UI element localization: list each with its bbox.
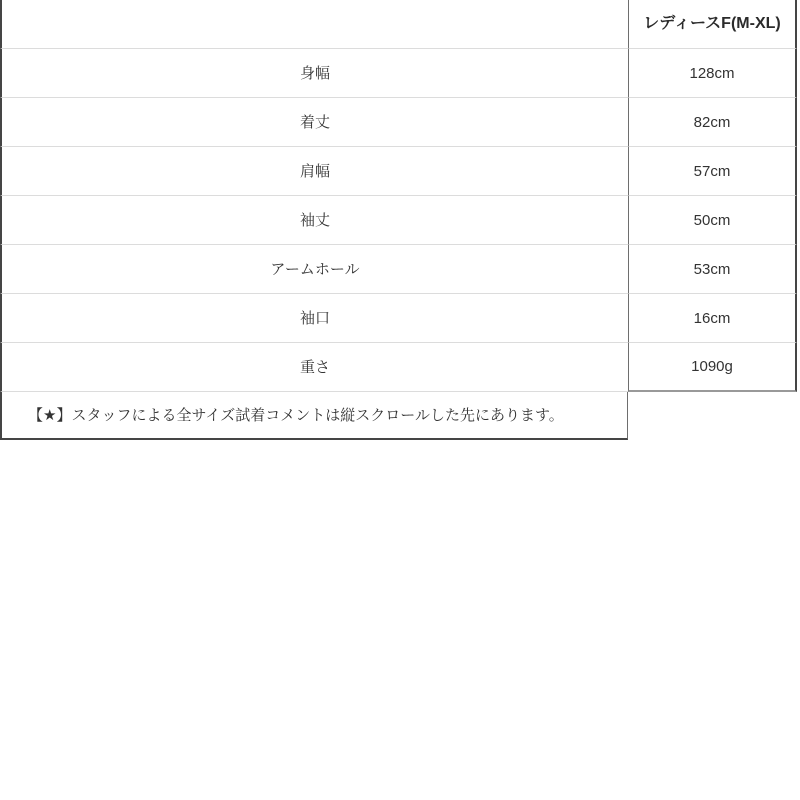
footnote-cell: [0, 392, 628, 440]
spec-value-kitake: 82cm: [628, 98, 797, 147]
spec-label-sodeguchi: 袖口: [0, 294, 628, 343]
table-corner-cell: [0, 0, 628, 49]
footnote-empty-area: [628, 392, 797, 440]
spec-label-omosa: 重さ: [0, 343, 628, 392]
spec-value-armhole: 53cm: [628, 245, 797, 294]
spec-value-miha: 128cm: [628, 49, 797, 98]
size-column-header: レディースF(M-XL): [628, 0, 797, 49]
spec-label-armhole: アームホール: [0, 245, 628, 294]
spec-label-sodetake: 袖丈: [0, 196, 628, 245]
spec-value-kataha: 57cm: [628, 147, 797, 196]
spec-label-kitake: 着丈: [0, 98, 628, 147]
spec-label-kataha: 肩幅: [0, 147, 628, 196]
spec-label-miha: 身幅: [0, 49, 628, 98]
spec-value-sodeguchi: 16cm: [628, 294, 797, 343]
spec-value-omosa: 1090g: [628, 343, 797, 392]
spec-value-sodetake: 50cm: [628, 196, 797, 245]
footnote-text: 【★】スタッフによる全サイズ試着コメントは縦スクロールした先にあります。: [28, 406, 564, 424]
